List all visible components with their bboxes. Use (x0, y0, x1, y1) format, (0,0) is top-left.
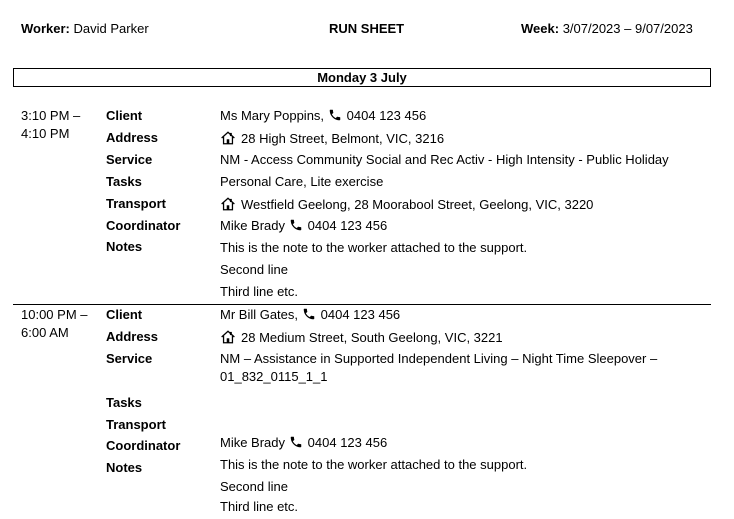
transport-value (220, 196, 593, 214)
service-value: NM - Access Community Social and Rec Activ - High Intensity - Public Holiday (220, 152, 669, 167)
worker-field (21, 21, 149, 36)
coordinator-value (220, 434, 387, 452)
address-text: 28 High Street, Belmont, VIC, 3216 (241, 131, 445, 146)
address-text: 28 Medium Street, South Geelong, VIC, 3221 (241, 330, 503, 345)
notes-line-1: This is the note to the worker attached to the support. (220, 240, 528, 255)
house-icon (220, 197, 236, 211)
house-icon (220, 131, 236, 145)
tasks-label: Tasks (106, 174, 142, 189)
transport-label: Transport (106, 196, 166, 211)
week-field (521, 21, 693, 36)
client-phone: 0404 123 456 (320, 307, 401, 322)
client-label: Client (106, 108, 143, 123)
coordinator-name: Mike Brady (220, 435, 286, 450)
service-label: Service (106, 351, 153, 366)
week-range: 3/07/2023 – 9/07/2023 (562, 21, 693, 36)
coordinator-phone: 0404 123 456 (307, 435, 388, 450)
worker-label: Worker: (21, 21, 70, 36)
shift-divider (13, 304, 711, 305)
coordinator-value (220, 217, 387, 235)
service-label: Service (106, 152, 153, 167)
shift-time: 3:10 PM – 4:10 PM (21, 108, 81, 141)
client-value (220, 107, 426, 125)
client-name: Ms Mary Poppins, (220, 108, 325, 123)
coordinator-label: Coordinator (106, 438, 181, 453)
notes-line-3: Third line etc. (220, 499, 299, 514)
coordinator-phone: 0404 123 456 (307, 218, 388, 233)
address-label: Address (106, 329, 159, 344)
address-value (220, 130, 444, 148)
coordinator-label: Coordinator (106, 218, 181, 233)
transport-label: Transport (106, 417, 166, 432)
service-value: NM – Assistance in Supported Independent Living – Night Time Sleepover – 01_832_0115_1_1 (220, 351, 658, 384)
client-label: Client (106, 307, 143, 322)
notes-label: Notes (106, 239, 143, 254)
client-name: Mr Bill Gates, (220, 307, 299, 322)
week-label: Week: (521, 21, 560, 36)
worker-name: David Parker (73, 21, 149, 36)
page-title: RUN SHEET (329, 21, 405, 36)
notes-label: Notes (106, 460, 143, 475)
client-value (220, 306, 400, 324)
tasks-value: Personal Care, Lite exercise (220, 174, 384, 189)
tasks-label: Tasks (106, 395, 142, 410)
phone-icon (328, 108, 342, 122)
notes-line-1: This is the note to the worker attached to the support. (220, 457, 528, 472)
notes-line-2: Second line (220, 479, 288, 494)
address-label: Address (106, 130, 159, 145)
phone-icon (302, 307, 316, 321)
notes-line-3: Third line etc. (220, 284, 299, 299)
address-value (220, 329, 503, 347)
notes-line-2: Second line (220, 262, 288, 277)
phone-icon (289, 435, 303, 449)
phone-icon (289, 218, 303, 232)
shift-time: 10:00 PM – 6:00 AM (21, 307, 88, 340)
house-icon (220, 330, 236, 344)
coordinator-name: Mike Brady (220, 218, 286, 233)
day-heading: Monday 3 July (13, 68, 711, 87)
client-phone: 0404 123 456 (346, 108, 427, 123)
transport-text: Westfield Geelong, 28 Moorabool Street, Geelong, VIC, 3220 (241, 197, 594, 212)
